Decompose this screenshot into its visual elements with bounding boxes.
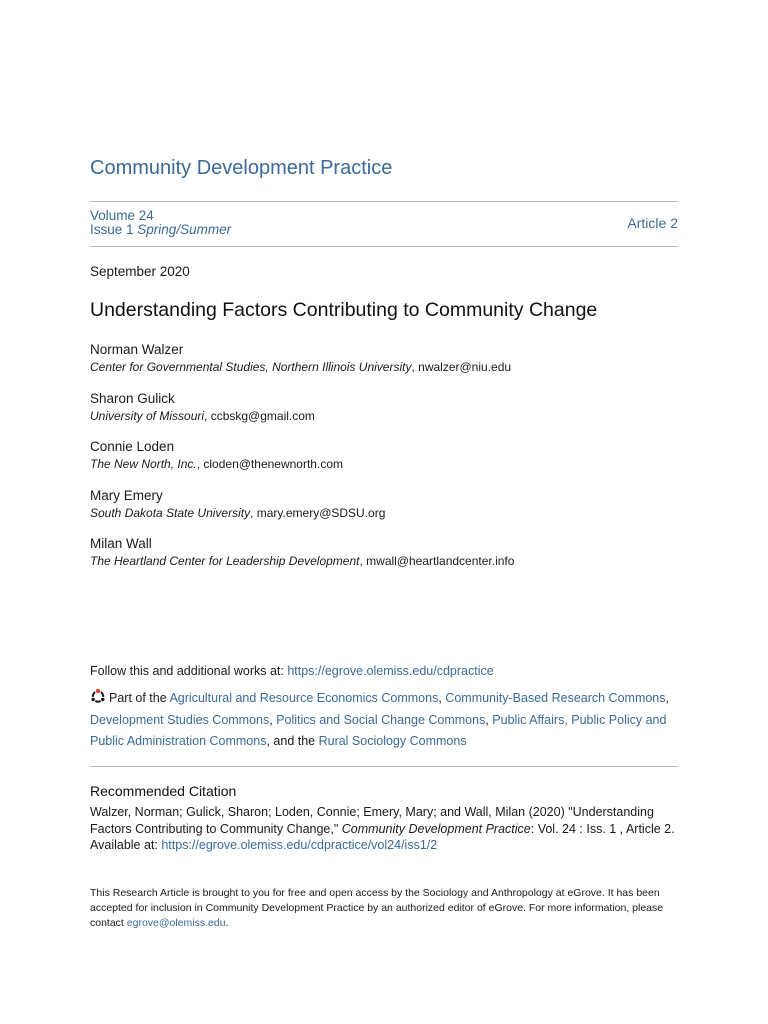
access-notice-text: This Research Article is brought to you for free and open access by the Sociology and Anthropology at eGrove. It has been accepted for inclusion in Community Development Practice by an authorized editor of eGrove. For more information, please contact	[90, 887, 664, 929]
author-entry	[90, 391, 690, 440]
contact-email-link[interactable]: egrove@olemiss.edu	[126, 917, 226, 929]
commons-and-the: , and the	[266, 734, 319, 748]
part-of-commons	[90, 688, 680, 753]
issue-line[interactable]	[90, 223, 231, 237]
commons-link-politics-social-change[interactable]: Politics and Social Change Commons	[276, 712, 486, 727]
author-email[interactable]: nwalzer@niu.edu	[418, 360, 512, 374]
author-affiliation: South Dakota State University	[90, 505, 251, 520]
commons-link-community-based-research[interactable]: Community-Based Research Commons	[445, 691, 666, 705]
author-entry	[90, 342, 690, 391]
author-affiliation: The Heartland Center for Leadership Development	[90, 554, 360, 568]
commons-separator: ,	[485, 712, 493, 727]
author-email[interactable]: mary.emery@SDSU.org	[256, 505, 386, 520]
citation-text: Walzer, Norman; Gulick, Sharon; Loden, Connie; Emery, Mary; and Wall, Milan (2020) "Understanding Factors Contributing to Community Change,"	[90, 805, 654, 836]
author-affiliation: Center for Governmental Studies, Northern Illinois University	[90, 360, 412, 374]
author-email[interactable]: mwall@heartlandcenter.info	[366, 554, 515, 568]
author-email[interactable]: cloden@thenewnorth.com	[203, 457, 343, 471]
author-name: Norman Walzer	[90, 342, 184, 357]
author-affiliation-line: University of Missouri, ccbskg@gmail.com	[90, 408, 315, 423]
author-affiliation: The New North, Inc.	[90, 457, 197, 471]
part-of-prefix: Part of the	[109, 691, 170, 705]
volume-link[interactable]: Volume 24	[90, 208, 154, 223]
author-entry	[90, 439, 690, 488]
article-number-link[interactable]: Article 2	[627, 215, 678, 231]
top-divider	[90, 201, 678, 202]
author-entry	[90, 488, 690, 537]
follow-text: Follow this and additional works at:	[90, 664, 288, 678]
author-name: Milan Wall	[90, 536, 152, 551]
author-affiliation-line: South Dakota State University, mary.emery@SDSU.org	[90, 505, 386, 520]
author-affiliation-line: The Heartland Center for Leadership Development, mwall@heartlandcenter.info	[90, 554, 515, 568]
commons-link-rural-sociology[interactable]: Rural Sociology Commons	[318, 734, 467, 748]
author-affiliation: University of Missouri	[90, 408, 205, 423]
issue-season: Spring/Summer	[137, 222, 232, 237]
commons-link-agricultural[interactable]: Agricultural and Resource Economics Commons	[169, 691, 439, 705]
author-affiliation-line: Center for Governmental Studies, Northern Illinois University, nwalzer@niu.edu	[90, 360, 512, 374]
author-name: Sharon Gulick	[90, 390, 175, 406]
citation-journal: Community Development Practice	[341, 821, 531, 836]
commons-separator: ,	[665, 691, 669, 705]
follow-line	[90, 664, 494, 678]
follow-link[interactable]: https://egrove.olemiss.edu/cdpractice	[287, 664, 494, 678]
commons-link-development-studies[interactable]: Development Studies Commons	[90, 712, 270, 727]
citation-volume: : Vol. 24 : Iss. 1 , Article 2.	[530, 821, 675, 836]
commons-link-public-affairs[interactable]: Public Affairs, Public Policy and Public Administration Commons	[90, 712, 667, 748]
access-notice-end: .	[225, 917, 229, 929]
commons-separator: ,	[438, 691, 446, 705]
article-title: Understanding Factors Contributing to Community Change	[90, 299, 598, 321]
author-list	[90, 342, 690, 585]
publication-date: September 2020	[90, 264, 190, 279]
network-commons-icon	[90, 688, 106, 704]
issue-label: Issue 1	[90, 222, 134, 237]
journal-title[interactable]: Community Development Practice	[90, 157, 393, 179]
author-email[interactable]: ccbskg@gmail.com	[210, 408, 315, 423]
issue-divider	[90, 246, 678, 247]
author-name: Mary Emery	[90, 487, 163, 503]
recommended-citation	[90, 804, 680, 854]
citation-link[interactable]: https://egrove.olemiss.edu/cdpractice/vol24/iss1/2	[161, 838, 438, 852]
author-name: Connie Loden	[90, 439, 175, 454]
citation-available-at: Available at:	[90, 838, 162, 852]
access-notice	[90, 886, 670, 931]
author-entry	[90, 536, 690, 585]
recommended-citation-heading: Recommended Citation	[90, 783, 237, 799]
commons-separator: ,	[269, 712, 277, 727]
citation-divider	[90, 766, 678, 767]
issue-info	[90, 209, 231, 237]
author-affiliation-line: The New North, Inc., cloden@thenewnorth.com	[90, 457, 343, 471]
